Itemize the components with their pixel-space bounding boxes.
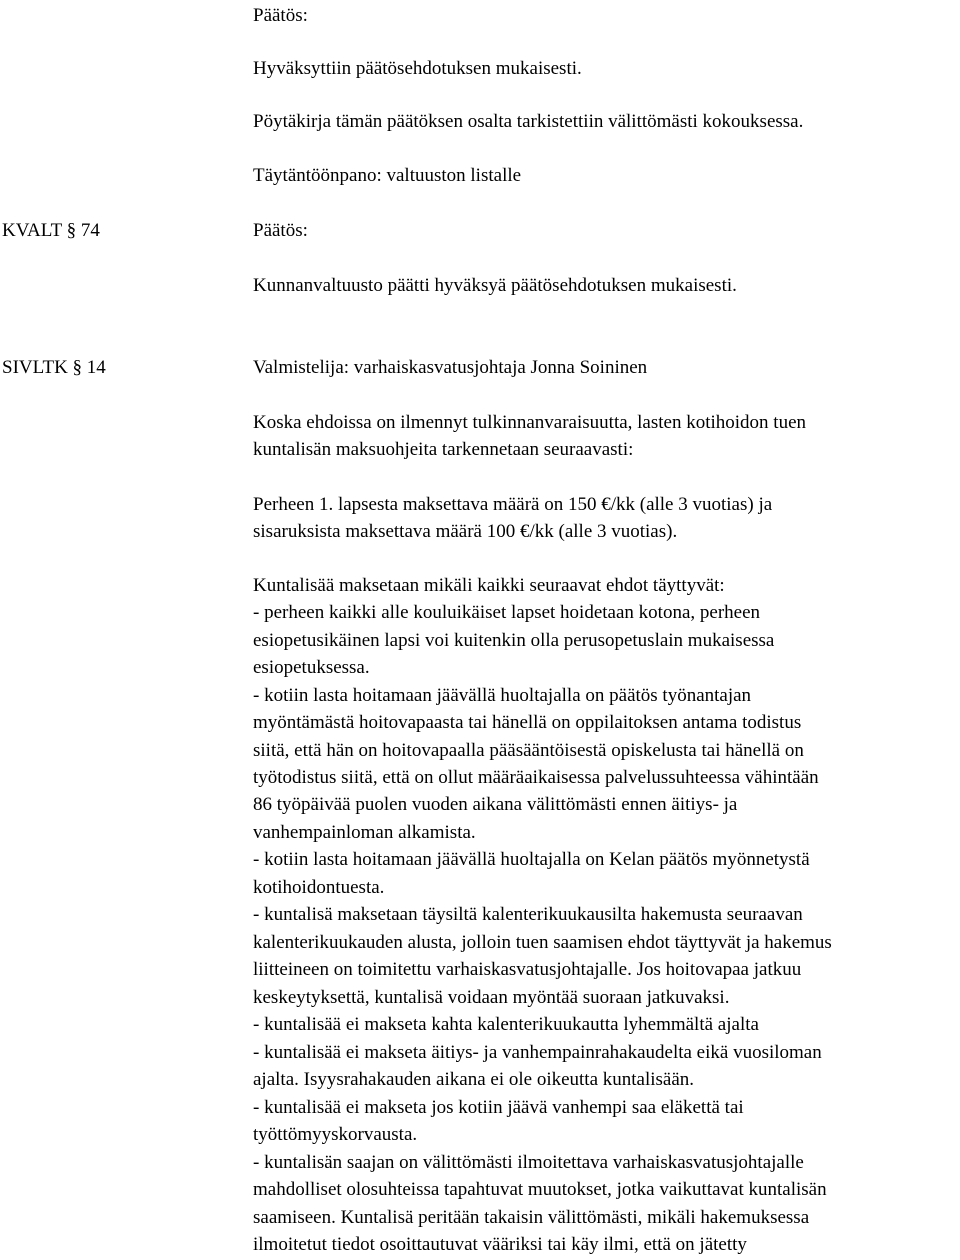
conditions-line: - kotiin lasta hoitamaan jäävällä huoltajalla on Kelan päätös myönnetystä <box>253 849 810 870</box>
amount-paragraph-line: sisaruksista maksettava määrä 100 €/kk (alle 3 vuotias). <box>253 521 678 542</box>
conditions-line: - kuntalisän saajan on välittömästi ilmoitettava varhaiskasvatusjohtajalle <box>253 1152 804 1173</box>
minutes-check-text: Pöytäkirja tämän päätöksen osalta tarkistettiin välittömästi kokouksessa. <box>253 111 804 132</box>
conditions-line: liitteineen on toimitettu varhaiskasvatusjohtajalle. Jos hoitovapaa jatkuu <box>253 959 802 980</box>
preparer-line: Valmistelija: varhaiskasvatusjohtaja Jonna Soininen <box>253 357 648 378</box>
conditions-line: - kuntalisä maksetaan täysiltä kalenterikuukausilta hakemusta seuraavan <box>253 904 803 925</box>
kvalt-decision-heading: Päätös: <box>253 220 308 241</box>
conditions-line: 86 työpäivää puolen vuoden aikana välittömästi ennen äitiys- ja <box>253 794 738 815</box>
enforcement-text: Täytäntöönpano: valtuuston listalle <box>253 165 522 186</box>
amount-paragraph-line: Perheen 1. lapsesta maksettava määrä on 150 €/kk (alle 3 vuotias) ja <box>253 494 773 515</box>
conditions-line: myöntämästä hoitovapaasta tai hänellä on oppilaitoksen antama todistus <box>253 712 802 733</box>
intro-paragraph-line: Koska ehdoissa on ilmennyt tulkinnanvaraisuutta, lasten kotihoidon tuen <box>253 412 807 433</box>
conditions-line: esiopetusikäinen lapsi voi kuitenkin olla perusopetuslain mukaisessa <box>253 630 775 651</box>
conditions-line: työtodistus siitä, että on ollut määräaikaisessa palvelussuhteessa vähintään <box>253 767 819 788</box>
decision-text: Hyväksyttiin päätösehdotuksen mukaisesti. <box>253 58 582 79</box>
conditions-line: esiopetuksessa. <box>253 657 370 678</box>
intro-paragraph-line: kuntalisän maksuohjeita tarkennetaan seuraavasti: <box>253 439 634 460</box>
conditions-line: - perheen kaikki alle kouluikäiset lapset hoidetaan kotona, perheen <box>253 602 761 623</box>
conditions-line: kalenterikuukauden alusta, jolloin tuen saamisen ehdot täyttyvät ja hakemus <box>253 932 832 953</box>
conditions-line: vanhempainloman alkamista. <box>253 822 476 843</box>
kvalt-section-label: KVALT § 74 <box>2 220 100 241</box>
conditions-line: kotihoidontuesta. <box>253 877 385 898</box>
conditions-line: - kotiin lasta hoitamaan jäävällä huoltajalla on päätös työnantajan <box>253 685 752 706</box>
conditions-line: mahdolliset olosuhteissa tapahtuvat muutokset, jotka vaikuttavat kuntalisän <box>253 1179 827 1200</box>
conditions-line: siitä, että hän on hoitovapaalla pääsääntöisestä opiskelusta tai hänellä on <box>253 740 804 761</box>
conditions-line: - kuntalisää ei makseta jos kotiin jäävä vanhempi saa eläkettä tai <box>253 1097 744 1118</box>
conditions-line: keskeytyksettä, kuntalisä voidaan myöntää suoraan jatkuvaksi. <box>253 987 730 1008</box>
conditions-line: ajalta. Isyysrahakauden aikana ei ole oikeutta kuntalisään. <box>253 1069 695 1090</box>
conditions-line: - kuntalisää ei makseta äitiys- ja vanhempainrahakaudelta eikä vuosiloman <box>253 1042 822 1063</box>
kvalt-decision-text: Kunnanvaltuusto päätti hyväksyä päätösehdotuksen mukaisesti. <box>253 275 737 296</box>
conditions-line: Kuntalisää maksetaan mikäli kaikki seuraavat ehdot täyttyvät: <box>253 575 725 596</box>
sivltk-section-label: SIVLTK § 14 <box>2 357 106 378</box>
conditions-line: saamiseen. Kuntalisä peritään takaisin välittömästi, mikäli hakemuksessa <box>253 1207 810 1228</box>
conditions-line: - kuntalisää ei makseta kahta kalenterikuukautta lyhemmältä ajalta <box>253 1014 759 1035</box>
conditions-line: työttömyyskorvausta. <box>253 1124 418 1145</box>
decision-heading: Päätös: <box>253 5 308 26</box>
conditions-line: ilmoitetut tiedot osoittautuvat vääriksi tai käy ilmi, että on jätetty <box>253 1234 747 1255</box>
